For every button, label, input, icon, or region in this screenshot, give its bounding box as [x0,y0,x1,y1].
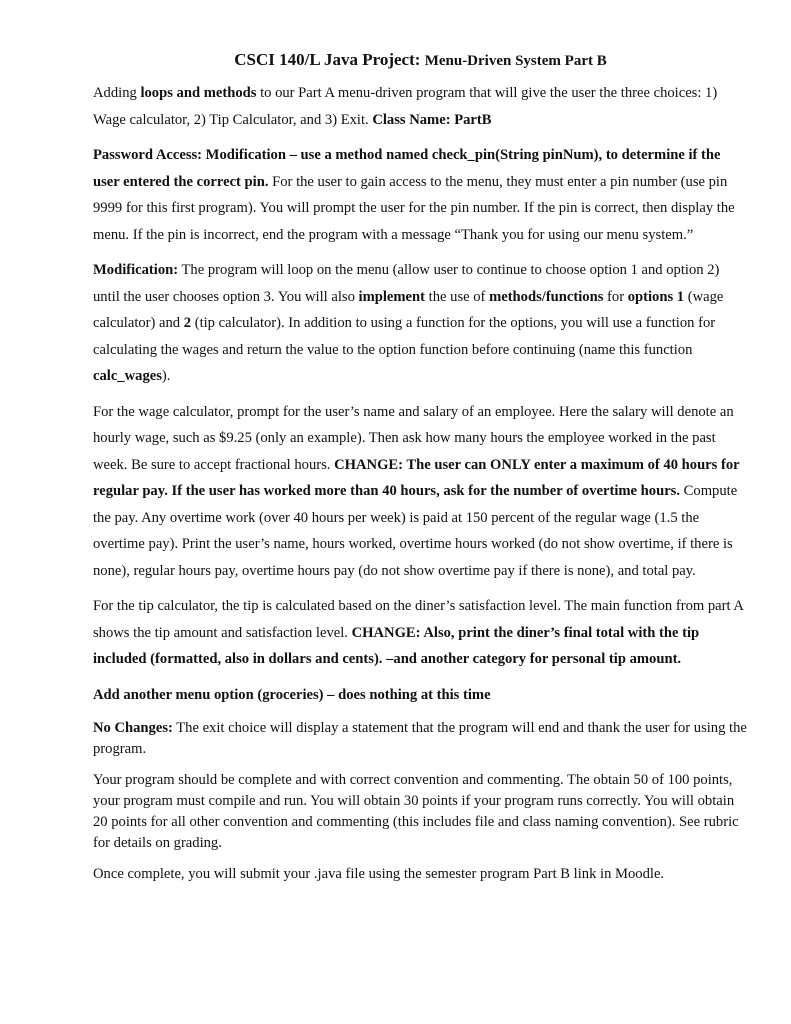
calc-wages-name: calc_wages [93,368,162,384]
modification-bold-5: 2 [183,315,192,331]
intro-bold-1: loops and methods [140,85,257,101]
no-changes-text: The exit choice will display a statement that the program will end and thank the user for using the program. [93,720,747,757]
class-name: Class Name: PartB [372,111,492,128]
wage-change: CHANGE: The user can ONLY enter a maximum of 40 hours for regular pay. If the user has worked more than 40 hours, ask for the number of overtime hours. [93,456,740,499]
title-subtitle: Menu-Driven System Part B [424,53,607,69]
modification-bold-4: options 1 [627,288,685,305]
password-paragraph [93,142,748,248]
tip-calculator-paragraph [93,593,748,673]
modification-text-5: (tip calculator). In addition to using a function for the options, you will use a function for calculating the wages and return the value to the option function before continuing (name this function [93,315,716,358]
password-text: For the user to gain access to the menu, they must enter a pin number (use pin 9999 for this first program). You will prompt the user for the pin number. If the pin is correct, then display the menu. If the pin is incorrect, end the program with a message “Thank you for using our menu system.” [93,173,735,243]
no-changes-heading: No Changes: [93,720,173,736]
submit-paragraph [93,864,748,885]
grading-paragraph [93,770,748,854]
title-main: CSCI 140/L Java Project: [234,50,421,69]
groceries-text: Add another menu option (groceries) – does nothing at this time [93,686,491,703]
page-title [93,50,748,71]
wage-text-1: For the wage calculator, prompt for the user’s name and salary of an employee. Here the salary will denote an hourly wage, such as $9.25 (only an example). Then ask how many hours the employee worked in the past week. Be sure to accept fractional hours. [93,403,734,473]
document-page [93,0,748,885]
tip-change: CHANGE: Also, print the diner’s final total with the tip included (formatted, also in dollars and cents). –and another category for personal tip amount. [93,624,700,667]
modification-bold-3: methods/functions [489,288,604,305]
intro-text-1: Adding [93,85,141,101]
modification-paragraph [93,257,748,390]
modification-text-3: for [603,288,628,305]
submit-text: Once complete, you will submit your .java file using the semester program Part B link in Moodle. [93,866,665,882]
wage-calculator-paragraph [93,399,748,585]
groceries-paragraph [93,682,748,709]
modification-text-1: The program will loop on the menu (allow user to continue to choose option 1 and option 2) until the user chooses option 3. You will also [93,262,720,305]
modification-text-4: (wage calculator) and [93,288,724,331]
grading-text: Your program should be complete and with correct convention and commenting. The obtain 50 of 100 points, your program must compile and run. You will obtain 30 points if your program runs correctly. You will obtain 20 points for all other convention and commenting (this includes file and class naming convention). See rubric for details on grading. [93,772,739,851]
password-heading: Password Access: Modification – use a method named check_pin(String pinNum), to determine if the user entered the correct pin. [93,147,721,190]
tip-text-1: For the tip calculator, the tip is calculated based on the diner’s satisfaction level. The main function from part A shows the tip amount and satisfaction level. [93,598,744,641]
modification-bold-2: implement [358,288,426,305]
no-changes-paragraph [93,718,748,760]
intro-paragraph [93,80,748,133]
modification-heading: Modification: [93,262,179,278]
wage-text-2: Compute the pay. Any overtime work (over 40 hours per week) is paid at 150 percent of the regular wage (1.5 the overtime pay). Print the user’s name, hours worked, overtime hours worked (do not show overtime, if there is none), regular hours pay, overtime hours pay (do not show overtime pay if there is none), and total pay. [93,483,738,579]
modification-text-6: ). [161,368,171,384]
modification-text-2: the use of [425,288,490,305]
intro-text-2: to our Part A menu-driven program that will give the user the three choices: 1) Wage calculator, 2) Tip Calculator, and 3) Exit. [93,85,718,128]
